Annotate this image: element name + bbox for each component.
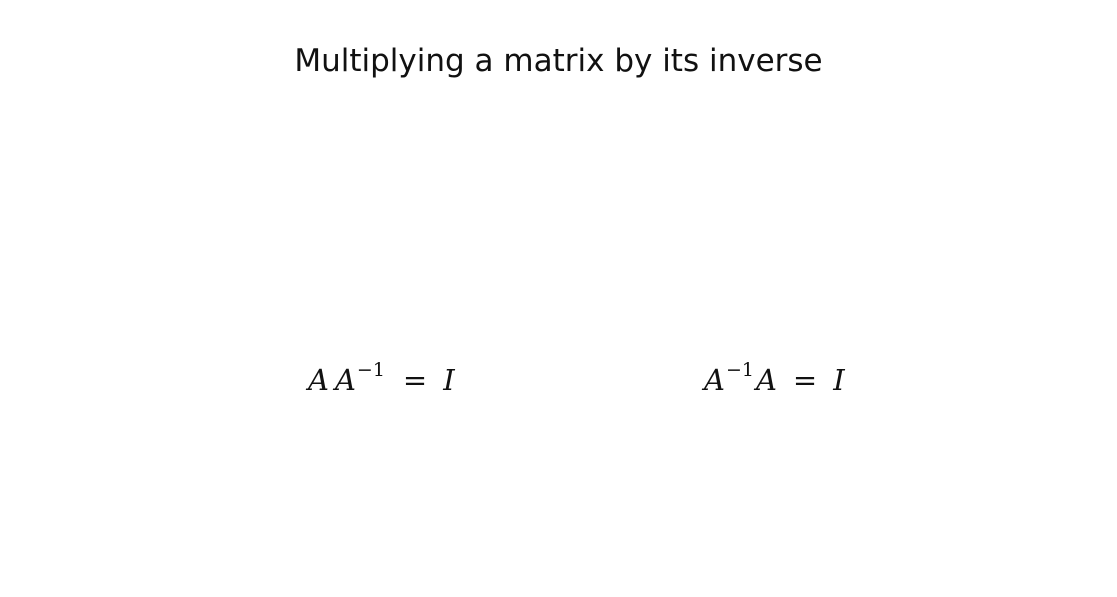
equation-left [308, 345, 455, 395]
identity-matrix-symbol: I [833, 363, 845, 397]
matrix-a-symbol: A [334, 363, 356, 397]
slide-title: Multiplying a matrix by its inverse [294, 43, 823, 79]
equals-sign: = [792, 363, 818, 397]
inverse-exponent: −1 [356, 359, 385, 381]
equals-sign: = [402, 363, 428, 397]
identity-matrix-symbol: I [443, 363, 455, 397]
equation-right [704, 345, 845, 395]
matrix-a-symbol: A [704, 363, 725, 397]
matrix-a-symbol: A [755, 363, 777, 397]
matrix-a-symbol: A [308, 363, 329, 397]
inverse-exponent: −1 [725, 359, 754, 381]
